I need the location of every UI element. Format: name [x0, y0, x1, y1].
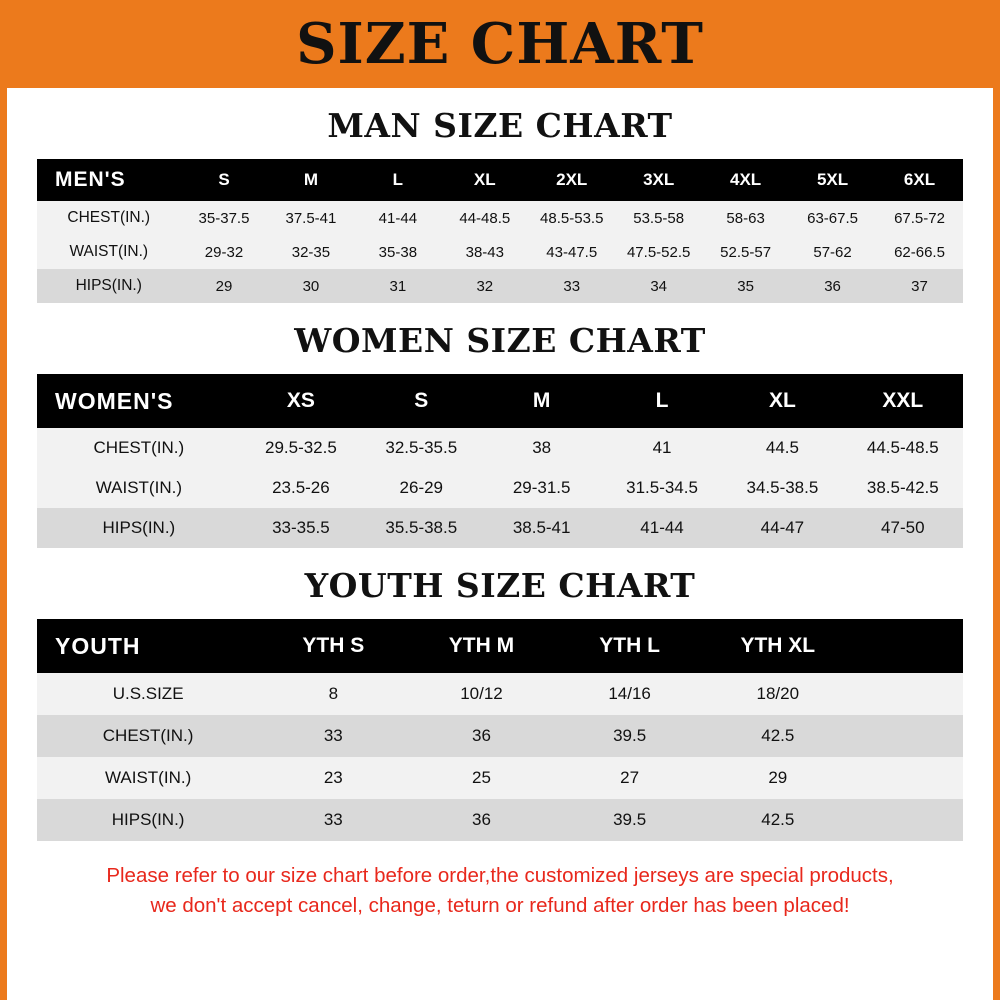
youth-section-title: YOUTH SIZE CHART [304, 566, 696, 605]
women-cell-1-1: 26-29 [361, 468, 481, 508]
youth-corner-label: YOUTH [37, 619, 259, 673]
men-cell-2-5: 34 [615, 269, 702, 303]
men-cell-1-8: 62-66.5 [876, 235, 963, 269]
youth-cell-3-0: 33 [259, 799, 407, 841]
men-cell-0-0: 35-37.5 [181, 201, 268, 235]
women-col-0: XS [241, 374, 361, 428]
women-cell-2-4: 44-47 [722, 508, 842, 548]
men-cell-2-0: 29 [181, 269, 268, 303]
youth-row-1-label: CHEST(IN.) [37, 715, 259, 757]
youth-cell-2-2: 27 [556, 757, 704, 799]
men-cell-1-0: 29-32 [181, 235, 268, 269]
men-cell-2-2: 31 [354, 269, 441, 303]
men-cell-1-6: 52.5-57 [702, 235, 789, 269]
women-cell-1-3: 31.5-34.5 [602, 468, 722, 508]
table-row [37, 468, 963, 508]
youth-row-2-label: WAIST(IN.) [37, 757, 259, 799]
women-row-0-label: CHEST(IN.) [37, 428, 241, 468]
youth-col-spacer [852, 619, 963, 673]
table-header-row [37, 159, 963, 201]
men-cell-1-4: 43-47.5 [528, 235, 615, 269]
women-cell-1-4: 34.5-38.5 [722, 468, 842, 508]
youth-size-table [37, 619, 963, 841]
women-cell-0-4: 44.5 [722, 428, 842, 468]
women-cell-1-5: 38.5-42.5 [843, 468, 963, 508]
women-col-4: XL [722, 374, 842, 428]
youth-cell-0-spacer [852, 673, 963, 715]
women-size-table [37, 374, 963, 548]
men-cell-2-8: 37 [876, 269, 963, 303]
men-cell-2-4: 33 [528, 269, 615, 303]
youth-col-0: YTH S [259, 619, 407, 673]
men-cell-1-2: 35-38 [354, 235, 441, 269]
youth-cell-2-1: 25 [407, 757, 555, 799]
order-policy-note [7, 841, 993, 920]
youth-size-section [7, 566, 993, 841]
table-row [37, 428, 963, 468]
table-row [37, 673, 963, 715]
men-corner-label: MEN'S [37, 159, 181, 201]
youth-cell-0-0: 8 [259, 673, 407, 715]
women-size-section [7, 321, 993, 548]
youth-cell-1-3: 42.5 [704, 715, 852, 757]
men-size-table [37, 159, 963, 303]
men-cell-2-7: 36 [789, 269, 876, 303]
women-cell-2-0: 33-35.5 [241, 508, 361, 548]
men-cell-0-5: 53.5-58 [615, 201, 702, 235]
youth-row-3-label: HIPS(IN.) [37, 799, 259, 841]
men-cell-1-5: 47.5-52.5 [615, 235, 702, 269]
youth-row-0-label: U.S.SIZE [37, 673, 259, 715]
women-cell-0-2: 38 [481, 428, 601, 468]
youth-cell-1-0: 33 [259, 715, 407, 757]
table-row [37, 715, 963, 757]
men-cell-2-1: 30 [267, 269, 354, 303]
men-col-5: 3XL [615, 159, 702, 201]
women-cell-0-5: 44.5-48.5 [843, 428, 963, 468]
women-cell-0-1: 32.5-35.5 [361, 428, 481, 468]
table-row [37, 201, 963, 235]
page-title: SIZE CHART [296, 11, 704, 77]
men-cell-2-3: 32 [441, 269, 528, 303]
table-row [37, 269, 963, 303]
men-row-2-label: HIPS(IN.) [37, 269, 181, 303]
men-row-1-label: WAIST(IN.) [37, 235, 181, 269]
youth-cell-3-spacer [852, 799, 963, 841]
men-cell-0-8: 67.5-72 [876, 201, 963, 235]
youth-cell-0-1: 10/12 [407, 673, 555, 715]
table-header-row [37, 619, 963, 673]
men-col-8: 6XL [876, 159, 963, 201]
men-cell-0-3: 44-48.5 [441, 201, 528, 235]
women-col-1: S [361, 374, 481, 428]
youth-col-3: YTH XL [704, 619, 852, 673]
men-cell-1-7: 57-62 [789, 235, 876, 269]
youth-cell-3-2: 39.5 [556, 799, 704, 841]
women-col-3: L [602, 374, 722, 428]
youth-col-1: YTH M [407, 619, 555, 673]
men-section-title: MAN SIZE CHART [327, 106, 673, 145]
men-row-0-label: CHEST(IN.) [37, 201, 181, 235]
youth-cell-1-spacer [852, 715, 963, 757]
youth-cell-1-1: 36 [407, 715, 555, 757]
women-corner-label: WOMEN'S [37, 374, 241, 428]
men-col-7: 5XL [789, 159, 876, 201]
men-cell-0-4: 48.5-53.5 [528, 201, 615, 235]
youth-cell-2-0: 23 [259, 757, 407, 799]
youth-cell-1-2: 39.5 [556, 715, 704, 757]
table-row [37, 757, 963, 799]
note-line-2: we don't accept cancel, change, teturn or refund after order has been placed! [150, 893, 850, 917]
men-cell-0-2: 41-44 [354, 201, 441, 235]
youth-cell-3-3: 42.5 [704, 799, 852, 841]
table-header-row [37, 374, 963, 428]
men-cell-1-1: 32-35 [267, 235, 354, 269]
banner [0, 0, 1000, 88]
men-cell-0-6: 58-63 [702, 201, 789, 235]
women-col-5: XXL [843, 374, 963, 428]
men-col-1: M [267, 159, 354, 201]
men-col-4: 2XL [528, 159, 615, 201]
table-row [37, 508, 963, 548]
men-cell-0-7: 63-67.5 [789, 201, 876, 235]
women-row-1-label: WAIST(IN.) [37, 468, 241, 508]
women-cell-0-3: 41 [602, 428, 722, 468]
men-col-2: L [354, 159, 441, 201]
women-cell-1-2: 29-31.5 [481, 468, 601, 508]
women-cell-2-2: 38.5-41 [481, 508, 601, 548]
youth-cell-0-2: 14/16 [556, 673, 704, 715]
men-col-0: S [181, 159, 268, 201]
women-section-title: WOMEN SIZE CHART [294, 321, 706, 360]
table-row [37, 235, 963, 269]
women-cell-0-0: 29.5-32.5 [241, 428, 361, 468]
men-cell-0-1: 37.5-41 [267, 201, 354, 235]
men-cell-1-3: 38-43 [441, 235, 528, 269]
women-cell-2-3: 41-44 [602, 508, 722, 548]
note-line-1: Please refer to our size chart before order,the customized jerseys are special products, [106, 864, 894, 887]
women-cell-2-5: 47-50 [843, 508, 963, 548]
women-row-2-label: HIPS(IN.) [37, 508, 241, 548]
youth-col-2: YTH L [556, 619, 704, 673]
youth-cell-3-1: 36 [407, 799, 555, 841]
men-col-6: 4XL [702, 159, 789, 201]
women-cell-1-0: 23.5-26 [241, 468, 361, 508]
youth-cell-2-spacer [852, 757, 963, 799]
women-col-2: M [481, 374, 601, 428]
men-col-3: XL [441, 159, 528, 201]
youth-cell-0-3: 18/20 [704, 673, 852, 715]
youth-cell-2-3: 29 [704, 757, 852, 799]
men-cell-2-6: 35 [702, 269, 789, 303]
table-row [37, 799, 963, 841]
women-cell-2-1: 35.5-38.5 [361, 508, 481, 548]
men-size-section [7, 106, 993, 303]
